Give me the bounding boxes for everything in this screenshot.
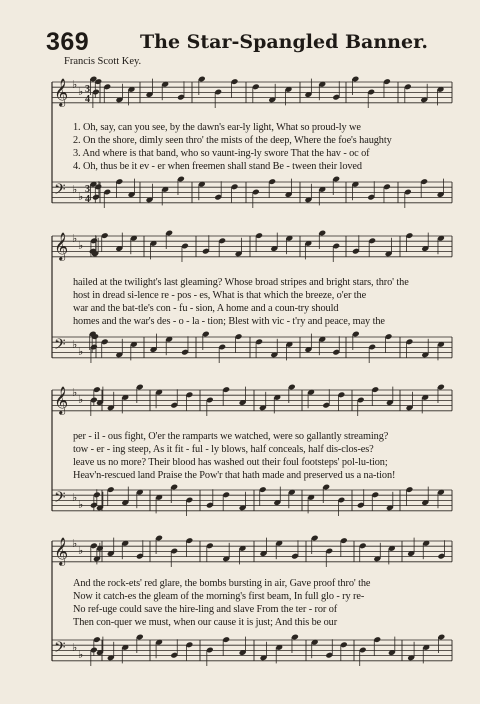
hymn-title: The Star-Spangled Banner. — [140, 31, 428, 53]
lyric-line: 4. Oh, thus be it ev - er when freemen shall stand Be - tween their loved — [73, 161, 362, 172]
flat-symbol: ♭ — [78, 544, 84, 557]
lyric-line: No ref-uge could save the hire-ling and slave From the ter - ror of — [73, 604, 338, 615]
flat-symbol: ♭ — [72, 183, 78, 196]
hymn-number: 369 — [46, 28, 90, 56]
lyric-line: Then con-quer we must, when our cause it is just; And this be our — [73, 617, 338, 628]
flat-symbol: ♭ — [78, 190, 84, 203]
lyric-line: hailed at the twilight's last gleaming? Whose broad stripes and bright stars, thro' the — [73, 277, 409, 288]
time-signature: 4 — [85, 194, 90, 205]
bass-clef: 𝄢 — [54, 489, 66, 510]
lyric-line: war and the bat-tle's con - fu - sion, A home and a coun-try should — [73, 303, 339, 314]
bass-clef: 𝄢 — [54, 181, 66, 202]
flat-symbol: ♭ — [72, 537, 78, 550]
flat-symbol: ♭ — [78, 239, 84, 252]
treble-clef: 𝄞 — [54, 78, 69, 106]
lyric-line: homes and the war's des - o - la - tion; Blest with vic - t'ry and peace, may the — [73, 316, 385, 327]
lyric-line: host in dread si-lence re - pos - es, What is that which the breeze, o'er the — [73, 290, 367, 301]
bass-clef: 𝄢 — [54, 336, 66, 357]
lyric-line: 3. And where is that band, who so vaunt-ing-ly swore That the hav - oc of — [73, 148, 370, 159]
lyric-line: per - il - ous fight, O'er the ramparts we watched, were so gallantly streaming? — [73, 431, 389, 442]
lyric-line: leave us no more? Their blood has washed out their foul footsteps' pol-lu-tion; — [73, 457, 388, 468]
hymn-author: Francis Scott Key. — [64, 56, 142, 67]
lyric-line: 2. On the shore, dimly seen thro' the mists of the deep, Where the foe's haughty — [73, 135, 392, 146]
flat-symbol: ♭ — [78, 498, 84, 511]
flat-symbol: ♭ — [72, 491, 78, 504]
lyric-line: Now it catch-es the gleam of the morning's first beam, In full glo - ry re- — [73, 591, 365, 602]
flat-symbol: ♭ — [72, 386, 78, 399]
time-signature: 3 — [85, 184, 90, 195]
flat-symbol: ♭ — [78, 393, 84, 406]
flat-symbol: ♭ — [78, 85, 84, 98]
flat-symbol: ♭ — [72, 232, 78, 245]
treble-clef: 𝄞 — [54, 232, 69, 260]
lyric-line: And the rock-ets' red glare, the bombs bursting in air, Gave proof thro' the — [73, 578, 371, 589]
flat-symbol: ♭ — [78, 648, 84, 661]
treble-clef: 𝄞 — [54, 537, 69, 565]
flat-symbol: ♭ — [72, 78, 78, 91]
treble-clef: 𝄞 — [54, 386, 69, 414]
flat-symbol: ♭ — [72, 338, 78, 351]
lyric-line: 1. Oh, say, can you see, by the dawn's ear-ly light, What so proud-ly we — [73, 122, 361, 133]
lyric-line: Heav'n-rescued land Praise the Pow'r that hath made and preserved us a na-tion! — [73, 470, 396, 481]
flat-symbol: ♭ — [78, 345, 84, 358]
lyric-line: tow - er - ing steep, As it fit - ful - ly blows, half conceals, half dis-clos-es? — [73, 444, 374, 455]
time-signature: 3 — [85, 84, 90, 95]
bass-clef: 𝄢 — [54, 639, 66, 660]
flat-symbol: ♭ — [72, 641, 78, 654]
time-signature: 4 — [85, 94, 90, 105]
